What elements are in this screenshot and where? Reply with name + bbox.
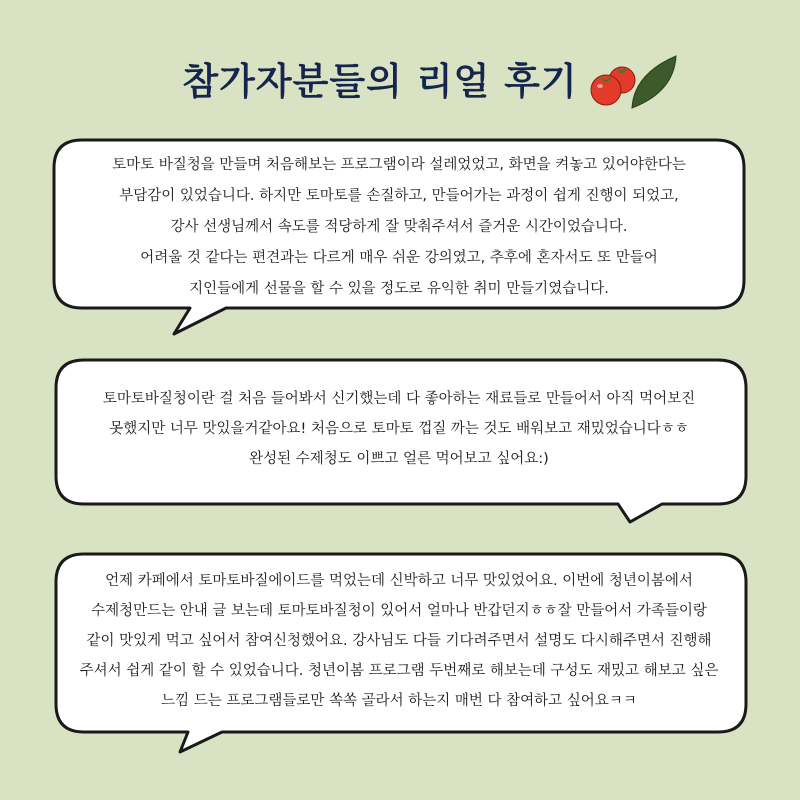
review-line: 부담감이 있었습니다. 하지만 토마토를 손질하고, 만들어가는 과정이 쉽게 진행이 되었고, (119, 188, 679, 204)
review-line: 못했지만 너무 맛있을거같아요! 처음으로 토마토 껍질 까는 것도 배워보고 재밌었습니다ㅎㅎ (109, 421, 689, 437)
review-line: 어려울 것 같다는 편견과는 다르게 매우 쉬운 강의였고, 추후에 혼자서도 또 만들어 (140, 250, 658, 266)
review-line: 토마토 바질청을 만들며 처음해보는 프로그램이라 설레었었고, 화면을 켜놓고 있어야한다는 (112, 157, 686, 173)
review-line: 느낌 드는 프로그램들로만 쏙쏙 골라서 하는지 매번 다 참여하고 싶어요ㅋㅋ (161, 693, 637, 709)
review-line: 같이 맛있게 먹고 싶어서 참여신청했어요. 강사님도 다들 기다려주면서 설명도 다시해주면서 진행해 (86, 633, 712, 649)
tomato-icon (591, 67, 635, 105)
review-line: 강사 선생님께서 속도를 적당하게 잘 맞춰주셔서 즐거운 시간이었습니다. (170, 219, 628, 235)
title-decoration (588, 52, 684, 112)
review-line: 언제 카페에서 토마토바질에이드를 먹었는데 신박하고 너무 맛있었어요. 이번에 청년이봄에서 (105, 573, 693, 589)
review-text-3 (60, 566, 738, 716)
review-line: 수제청만드는 안내 글 보는데 토마토바질청이 있어서 얼마나 반갑던지ㅎㅎ잘 만들어서 가족들이랑 (91, 603, 707, 619)
review-line: 지인들에게 선물을 할 수 있을 정도로 유익한 취미 만들기였습니다. (189, 281, 609, 297)
page-title: 참가자분들의 리얼 후기 (182, 60, 578, 103)
review-line: 완성된 수제청도 이쁘고 얼른 먹어보고 싶어요:) (249, 451, 549, 467)
review-text-1 (60, 150, 738, 305)
leaf-icon (632, 56, 676, 108)
review-line: 토마토바질청이란 걸 처음 들어봐서 신기했는데 다 좋아하는 재료들로 만들어서 아직 먹어보진 (102, 391, 696, 407)
review-text-2 (60, 384, 738, 474)
review-line: 주셔서 쉽게 같이 할 수 있었습니다. 청년이봄 프로그램 두번째로 해보는데 구성도 재밌고 해보고 싶은 (79, 663, 719, 679)
